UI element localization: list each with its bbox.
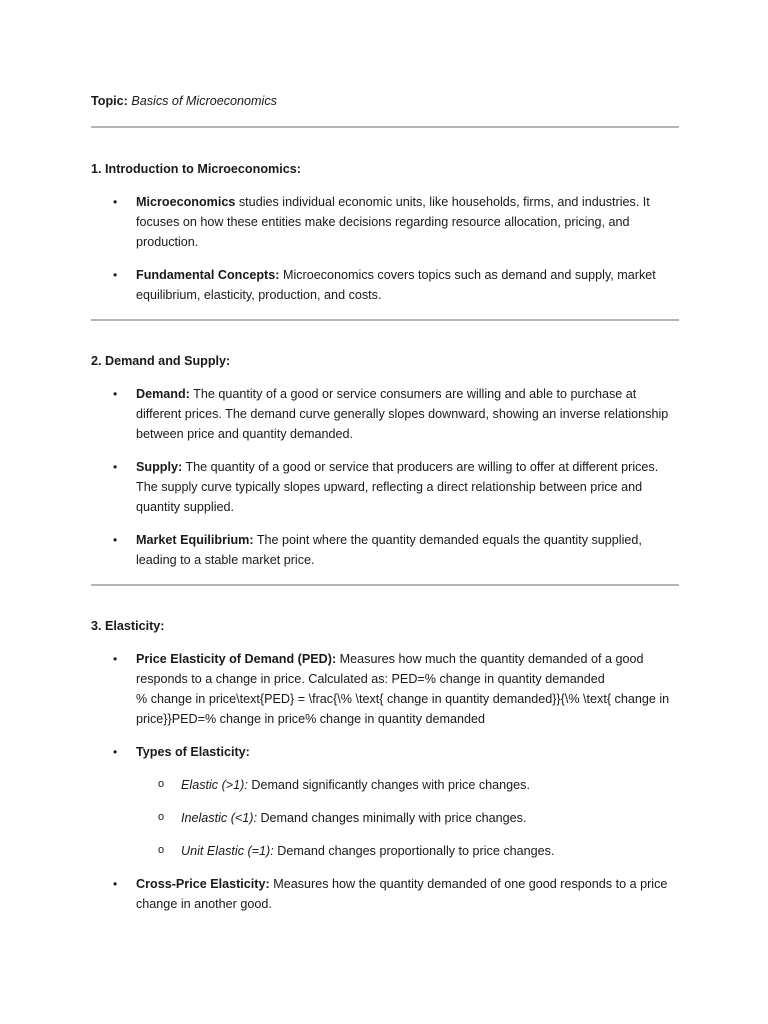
types-sublist [136,775,679,861]
list-item [91,530,679,570]
sub-list-item [91,775,679,795]
elasticity-list [91,649,679,914]
document-page [91,91,679,914]
item-lead: Cross-Price Elasticity: [136,877,270,891]
item-lead: Types of Elasticity: [136,745,250,759]
sub-list-item [91,808,679,828]
sub-item-text: Demand significantly changes with price changes. [247,778,530,792]
divider [91,584,679,586]
demand-list [91,384,679,570]
list-item [91,192,679,252]
sub-item-lead: Unit Elastic (=1): [181,844,274,858]
list-item [91,742,679,861]
item-lead: Supply: [136,460,183,474]
section-heading-demand: 2. Demand and Supply: [91,354,231,368]
formula-text: % change in price\text{PED} = \frac{\% \text{ change in quantity demanded}}{\% \text{ change in price}}PED=% change in price% change in quantity demanded [136,692,670,726]
item-text: The quantity of a good or service consumers are willing and able to purchase at different prices. The demand curve generally slopes downward, showing an inverse relationship between price and quantity demanded. [136,387,669,441]
item-lead: Price Elasticity of Demand (PED): [136,652,337,666]
sub-item-lead: Inelastic (<1): [181,811,257,825]
item-text: The point where the quantity demanded equals the quantity supplied, leading to a stable market price. [136,533,642,567]
item-lead: Market Equilibrium: [136,533,254,547]
sub-item-lead: Elastic (>1): [181,778,248,792]
list-item [91,384,679,444]
item-text: studies individual economic units, like households, firms, and industries. It focuses on how these entities make decisions regarding resource allocation, pricing, and production. [136,195,650,249]
list-item [91,874,679,914]
item-lead: Demand: [136,387,190,401]
topic-label: Topic: [91,94,128,108]
item-text: The quantity of a good or service that producers are willing to offer at different prices. The supply curve typically slopes upward, reflecting a direct relationship between price and quantity supplied. [136,460,659,514]
item-lead: Fundamental Concepts: [136,268,280,282]
list-item [91,457,679,517]
section-heading-intro: 1. Introduction to Microeconomics: [91,162,301,176]
section-heading-elasticity: 3. Elasticity: [91,619,165,633]
item-text: Measures how the quantity demanded of one good responds to a price change in another good. [136,877,668,911]
topic-value: Basics of Microeconomics [131,94,277,108]
sub-list-item [91,841,679,861]
divider [91,126,679,128]
topic-line [91,91,679,111]
list-item [91,265,679,305]
item-text: Microeconomics covers topics such as demand and supply, market equilibrium, elasticity, production, and costs. [136,268,656,302]
list-item [91,649,679,729]
item-text: Measures how much the quantity demanded of a good responds to a change in price. Calculated as: PED=% change in quantity demanded [136,652,644,686]
sub-item-text: Demand changes minimally with price changes. [256,811,527,825]
intro-list [91,192,679,305]
item-lead: Microeconomics [136,195,236,209]
sub-item-text: Demand changes proportionally to price changes. [273,844,555,858]
divider [91,319,679,321]
